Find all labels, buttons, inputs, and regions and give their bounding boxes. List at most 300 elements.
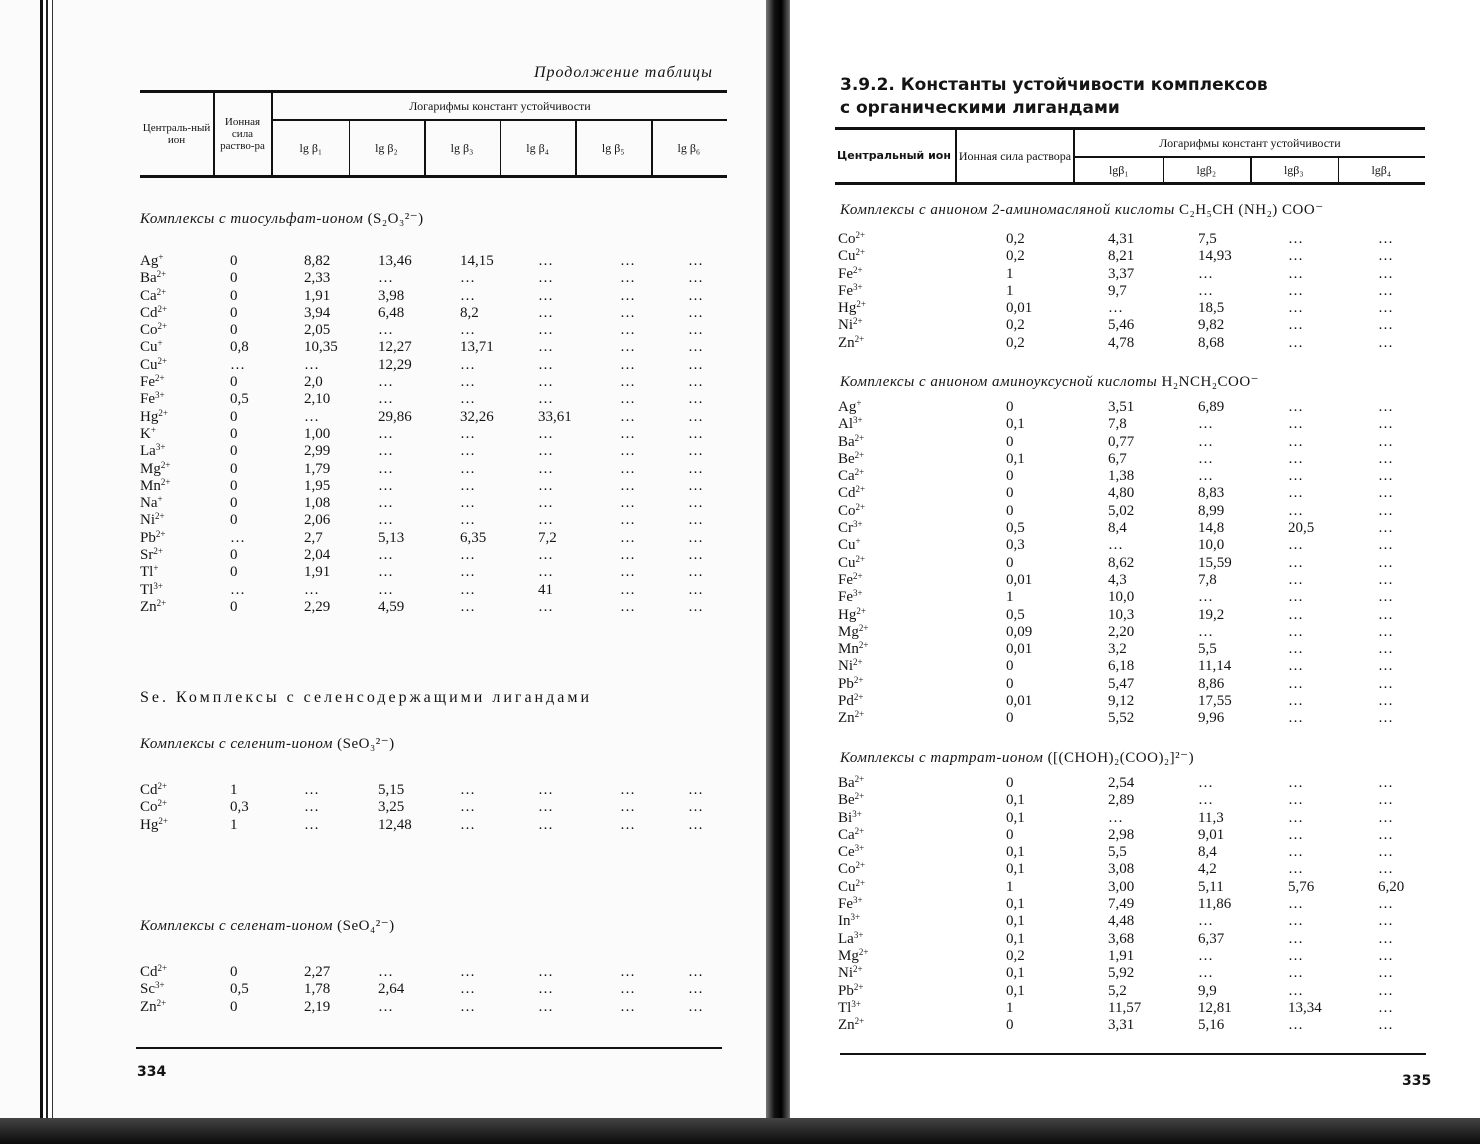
ion-cell: $Ni^{2+}$ [140,511,165,529]
tartrate-section-title: Комплексы с тартрат-ионом ([(CHOH)₂(COO)₂]²⁻) [840,750,1195,766]
ion-cell: $Cd^{2+}$ [140,963,168,980]
value-cell: 5,5 [1198,641,1217,658]
value-cell: … [1378,658,1393,675]
col-header-lg-beta-1: lg β₁ [299,141,323,155]
ionic-strength-cell: 0 [230,374,238,391]
ionic-strength-cell: … [230,581,245,598]
value-cell: … [620,529,635,546]
value-cell: 1,08 [304,495,331,512]
selenate-formula: (SeO₄²⁻) [337,918,395,934]
ionic-strength-cell: 0,1 [1006,844,1025,861]
selenite-formula: (SeO₃²⁻) [337,736,395,752]
value-cell: 2,10 [304,391,331,408]
value-cell: 13,34 [1288,999,1322,1016]
value-cell: … [1288,658,1303,675]
ion-cell: $Mg^{2+}$ [838,946,869,964]
value-cell: … [620,799,635,816]
value-cell: … [688,443,703,460]
value-cell: 1,38 [1108,468,1135,485]
ion-cell: $Pb^{2+}$ [838,674,864,692]
value-cell: … [1288,775,1303,791]
value-cell: … [1378,433,1393,450]
value-cell: … [378,322,393,339]
ionic-strength-cell: 0,2 [1006,317,1025,334]
value-cell: … [688,304,703,321]
ion-cell: $Hg^{2+}$ [838,605,866,623]
ion-cell: $Cu^{2+}$ [838,247,866,265]
value-cell: … [378,460,393,477]
page-edge [40,0,64,1120]
ion-cell: $Tl^{3+}$ [140,580,163,598]
ionic-strength-cell: 0,1 [1006,930,1025,947]
value-cell: 20,5 [1288,520,1315,537]
ion-cell: $Tl^{3+}$ [838,998,861,1016]
value-cell: … [538,304,553,321]
ion-cell: $Mn^{2+}$ [838,640,869,658]
value-cell: 7,8 [1108,416,1127,433]
ion-cell: $Fe^{3+}$ [838,281,863,299]
value-cell: … [460,799,475,816]
value-cell: … [1378,554,1393,571]
value-cell: … [620,408,635,425]
value-cell: 2,27 [304,964,331,980]
ionic-strength-cell: 1 [1006,265,1014,282]
value-cell: 11,86 [1198,896,1232,913]
col-header-ion: Централь-ный ион [142,122,211,146]
value-cell: … [304,816,319,833]
continuation-title: Продолжение таблицы [533,64,713,81]
value-cell: … [1378,1017,1393,1034]
ionic-strength-cell: 0 [230,287,238,304]
ionic-strength-cell: 0,5 [1006,606,1025,623]
value-cell: … [1378,623,1393,640]
value-cell: … [1288,693,1303,710]
ionic-strength-cell: 0 [1006,399,1014,415]
value-cell: … [304,356,319,373]
value-cell: … [1378,317,1393,334]
ion-cell: $Ce^{3+}$ [838,843,865,861]
value-cell: … [1378,334,1393,351]
value-cell: … [1378,675,1393,692]
value-cell: … [1378,231,1393,247]
value-cell: 5,52 [1108,710,1135,727]
value-cell: 9,96 [1198,710,1225,727]
ion-cell: K+ [140,424,156,442]
value-cell: … [1378,641,1393,658]
ionic-strength-cell: 0 [1006,710,1014,727]
value-cell: 1,79 [304,460,331,477]
ionic-strength-cell: 0,3 [1006,537,1025,554]
ion-cell: $Ni^{2+}$ [838,657,863,675]
ion-cell: $Cu^{2+}$ [838,877,866,895]
ionic-strength-cell: 0 [230,495,238,512]
value-cell: … [1378,809,1393,826]
value-cell: 29,86 [378,408,412,425]
value-cell: … [460,998,475,1015]
value-cell: 12,27 [378,339,412,356]
value-cell: … [1198,623,1213,640]
value-cell: … [620,374,635,391]
value-cell: … [1288,571,1303,588]
value-cell: … [1288,282,1303,299]
value-cell: … [460,581,475,598]
value-cell: 32,26 [460,408,494,425]
ionic-strength-cell: 0 [1006,468,1014,485]
ionic-strength-cell: 0,1 [1006,416,1025,433]
glycine-section-title: Комплексы с анионом аминоуксусной кислоты H₂NCH₂COO⁻ [840,374,1260,390]
value-cell: … [538,460,553,477]
value-cell: 33,61 [538,408,572,425]
value-cell: … [1288,231,1303,247]
ionic-strength-cell: 0 [1006,502,1014,519]
value-cell: 2,20 [1108,623,1135,640]
value-cell: … [1198,775,1213,791]
ion-cell: $Cd^{2+}$ [838,484,866,502]
value-cell: 6,20 [1378,878,1405,895]
value-cell: … [620,460,635,477]
value-cell: … [1198,433,1213,450]
ionic-strength-cell: 0 [230,443,238,460]
ion-cell: $La^{3+}$ [838,929,864,947]
value-cell: … [538,374,553,391]
value-cell: … [1108,537,1123,554]
value-cell: 3,51 [1108,399,1135,415]
value-cell: 8,68 [1198,334,1225,351]
value-cell: 6,7 [1108,450,1127,467]
value-cell: 3,94 [304,304,331,321]
value-cell: … [1198,265,1213,282]
value-cell: … [688,253,703,269]
value-cell: 12,48 [378,816,412,833]
value-cell: 1,91 [304,564,331,581]
value-cell: 5,5 [1108,844,1127,861]
ion-cell: $In^{3+}$ [838,912,861,930]
col-header-lg-beta-6: lg β₆ [677,141,701,155]
value-cell: … [1378,399,1393,415]
value-cell: 2,99 [304,443,331,460]
value-cell: … [1288,1017,1303,1034]
ion-cell: $Be^{2+}$ [838,791,865,809]
ionic-strength-cell: 0 [230,460,238,477]
value-cell: 8,21 [1108,248,1135,265]
ionic-strength-cell: 0 [1006,775,1014,791]
value-cell: … [688,782,703,798]
value-cell: … [460,270,475,287]
value-cell: … [460,564,475,581]
value-cell: 8,86 [1198,675,1225,692]
value-cell: … [1288,623,1303,640]
value-cell: … [688,564,703,581]
value-cell: … [1288,965,1303,982]
value-cell: 13,71 [460,339,494,356]
ionic-strength-cell: 0,1 [1006,982,1025,999]
value-cell: 7,2 [538,529,557,546]
ionic-strength-cell: 0,09 [1006,623,1033,640]
value-cell: … [378,547,393,564]
ion-cell: Cu+ [140,338,163,356]
value-cell: … [1288,502,1303,519]
glycine-formula: H₂NCH₂COO⁻ [1161,374,1260,390]
col-header-lg-beta-2: lgβ₂ [1196,163,1217,177]
selenium-heading: Se. Комплексы с селенсодержащими лигандами [140,689,593,706]
value-cell: 7,49 [1108,896,1135,913]
value-cell: … [688,998,703,1015]
table-header [140,90,727,178]
value-cell: … [688,408,703,425]
value-cell: … [1108,300,1123,317]
value-cell: … [620,443,635,460]
col-header-lg-beta-3: lg β₃ [450,141,474,155]
value-cell: 14,93 [1198,248,1232,265]
value-cell: … [1378,844,1393,861]
value-cell: … [1288,606,1303,623]
value-cell: 1,91 [304,287,331,304]
value-cell: 8,4 [1198,844,1217,861]
ionic-strength-cell: 0 [1006,826,1014,843]
value-cell: … [378,964,393,980]
value-cell: … [460,598,475,615]
value-cell: 6,89 [1198,399,1225,415]
ionic-strength-cell: 0 [230,598,238,615]
ion-cell: $Cd^{2+}$ [140,781,168,798]
col-header-lg-beta-2: lg β₂ [375,141,398,155]
value-cell: … [620,356,635,373]
value-cell: … [620,253,635,269]
ion-cell: $Ni^{2+}$ [838,964,863,982]
value-cell: 14,8 [1198,520,1225,537]
value-cell: … [378,512,393,529]
ionic-strength-cell: 1 [1006,999,1014,1016]
value-cell: … [688,425,703,442]
ion-cell: $Co^{2+}$ [838,501,866,519]
value-cell: … [538,816,553,833]
col-header-strength: Ионная сила раство-ра [220,116,265,152]
value-cell: … [1378,416,1393,433]
ion-cell: $Al^{3+}$ [838,415,863,433]
value-cell: 5,92 [1108,965,1135,982]
ion-cell: $Fe^{3+}$ [140,390,165,408]
value-cell: … [538,981,553,998]
value-cell: 8,2 [460,304,479,321]
ion-cell: $Co^{2+}$ [838,860,866,878]
ion-cell: $Cr^{3+}$ [838,519,863,537]
value-cell: 5,47 [1108,675,1135,692]
value-cell: … [304,581,319,598]
value-cell: … [1288,641,1303,658]
value-cell: … [378,477,393,494]
ionic-strength-cell: 0,01 [1006,300,1033,317]
ion-cell: $Fe^{3+}$ [838,895,863,913]
ion-cell: $Cu^{2+}$ [838,553,866,571]
value-cell: … [688,816,703,833]
value-cell: 10,35 [304,339,338,356]
value-cell: … [460,782,475,798]
value-cell: … [1378,947,1393,964]
ion-cell: $Mn^{2+}$ [140,476,171,494]
value-cell: 2,19 [304,998,331,1015]
ion-cell: $Mg^{2+}$ [838,622,869,640]
value-cell: … [1288,265,1303,282]
value-cell: … [538,322,553,339]
ionic-strength-cell: 0 [230,270,238,287]
ionic-strength-cell: 0 [1006,554,1014,571]
ion-cell: $Ca^{2+}$ [838,467,865,485]
value-cell: … [1198,468,1213,485]
value-cell: … [1198,913,1213,930]
value-cell: 19,2 [1198,606,1225,623]
value-cell: … [460,322,475,339]
value-cell: … [620,270,635,287]
value-cell: … [304,782,319,798]
value-cell: … [1288,930,1303,947]
value-cell: … [378,495,393,512]
value-cell: … [538,270,553,287]
value-cell: … [378,564,393,581]
value-cell: 10,0 [1108,589,1135,606]
ionic-strength-cell: 0,1 [1006,913,1025,930]
ionic-strength-cell: 0 [230,304,238,321]
value-cell: 9,9 [1198,982,1217,999]
ionic-strength-cell: 0 [230,253,238,269]
value-cell: 6,18 [1108,658,1135,675]
value-cell: 15,59 [1198,554,1232,571]
ion-cell: Cu+ [838,536,861,554]
value-cell: 4,3 [1108,571,1127,588]
ionic-strength-cell: 0,2 [1006,334,1025,351]
page-number: 335 [1402,1073,1432,1089]
value-cell: … [460,460,475,477]
table-header [835,127,1425,185]
value-cell: 4,31 [1108,231,1135,247]
thiosulfate-section-title: Комплексы с тиосульфат-ионом (S₂O₃²⁻) [140,211,424,227]
ionic-strength-cell: 0,1 [1006,861,1025,878]
value-cell: 6,37 [1198,930,1225,947]
value-cell: … [1288,450,1303,467]
ionic-strength-cell: … [230,529,245,546]
ion-cell: $Be^{2+}$ [838,449,865,467]
value-cell: … [1288,861,1303,878]
value-cell: … [378,443,393,460]
value-cell: 7,8 [1198,571,1217,588]
value-cell: … [538,598,553,615]
ionic-strength-cell: 1 [230,816,238,833]
value-cell: … [1378,775,1393,791]
value-cell: … [538,782,553,798]
value-cell: … [1288,334,1303,351]
value-cell: … [1288,399,1303,415]
value-cell: 8,99 [1198,502,1225,519]
ionic-strength-cell: 0 [230,322,238,339]
value-cell: … [538,512,553,529]
value-cell: 3,08 [1108,861,1135,878]
col-header-lg-beta-1: lgβ₁ [1108,163,1129,177]
value-cell: … [304,799,319,816]
selenate-section-title: Комплексы с селенат-ионом (SeO₄²⁻) [140,918,395,934]
value-cell: 9,82 [1198,317,1225,334]
value-cell: 4,80 [1108,485,1135,502]
value-cell: … [1288,248,1303,265]
value-cell: … [460,981,475,998]
value-cell: … [688,270,703,287]
value-cell: … [1378,537,1393,554]
value-cell: 3,31 [1108,1017,1135,1034]
value-cell: … [538,356,553,373]
ion-cell: Ag+ [140,252,164,269]
value-cell: … [620,304,635,321]
ionic-strength-cell: 0,1 [1006,896,1025,913]
ion-cell: $Zn^{2+}$ [838,709,865,727]
value-cell: … [378,998,393,1015]
thiosulfate-formula: (S₂O₃²⁻) [367,211,424,227]
ionic-strength-cell: 1 [230,782,238,798]
ion-cell: $Pb^{2+}$ [838,981,864,999]
value-cell: … [460,477,475,494]
value-cell: … [378,425,393,442]
value-cell: … [538,799,553,816]
value-cell: … [460,964,475,980]
ion-cell: Tl+ [140,563,159,581]
value-cell: … [1288,433,1303,450]
ionic-strength-cell: 0 [230,408,238,425]
ionic-strength-cell: 0,5 [230,391,249,408]
value-cell: … [688,477,703,494]
value-cell: 11,14 [1198,658,1232,675]
ion-cell: $Hg^{2+}$ [140,407,168,425]
value-cell: … [688,460,703,477]
value-cell: … [688,598,703,615]
value-cell: … [460,287,475,304]
value-cell: … [620,782,635,798]
ionic-strength-cell: 0 [230,477,238,494]
value-cell: … [538,443,553,460]
value-cell: … [1378,982,1393,999]
value-cell: … [1288,710,1303,727]
value-cell: … [304,408,319,425]
value-cell: … [620,339,635,356]
ion-cell: $Co^{2+}$ [838,230,866,247]
value-cell: … [1288,913,1303,930]
ionic-strength-cell: 0 [230,547,238,564]
ion-cell: $Ca^{2+}$ [140,286,167,304]
aminobutyric-formula: C₂H₅CH (NH₂) COO⁻ [1179,202,1324,218]
value-cell: … [620,547,635,564]
value-cell: 8,62 [1108,554,1135,571]
value-cell: … [688,529,703,546]
value-cell: … [1378,693,1393,710]
value-cell: 1,91 [1108,947,1135,964]
value-cell: … [1378,485,1393,502]
value-cell: … [460,356,475,373]
ionic-strength-cell: 0,2 [1006,248,1025,265]
ion-cell: Na+ [140,494,163,512]
ionic-strength-cell: 1 [1006,589,1014,606]
ionic-strength-cell: 0,1 [1006,965,1025,982]
page-number: 334 [137,1064,167,1080]
value-cell: … [1288,537,1303,554]
ionic-strength-cell: 0 [230,512,238,529]
ionic-strength-cell: 0,5 [1006,520,1025,537]
value-cell: … [460,816,475,833]
tartrate-formula: ([(CHOH)₂(COO)₂]²⁻) [1047,750,1195,766]
ion-cell: $Zn^{2+}$ [838,1016,865,1034]
value-cell: … [1378,300,1393,317]
ion-cell: $Fe^{3+}$ [838,588,863,606]
value-cell: … [538,253,553,269]
value-cell: … [538,998,553,1015]
value-cell: 2,54 [1108,775,1135,791]
ionic-strength-cell: 0 [230,564,238,581]
ion-cell: $Zn^{2+}$ [140,997,167,1015]
